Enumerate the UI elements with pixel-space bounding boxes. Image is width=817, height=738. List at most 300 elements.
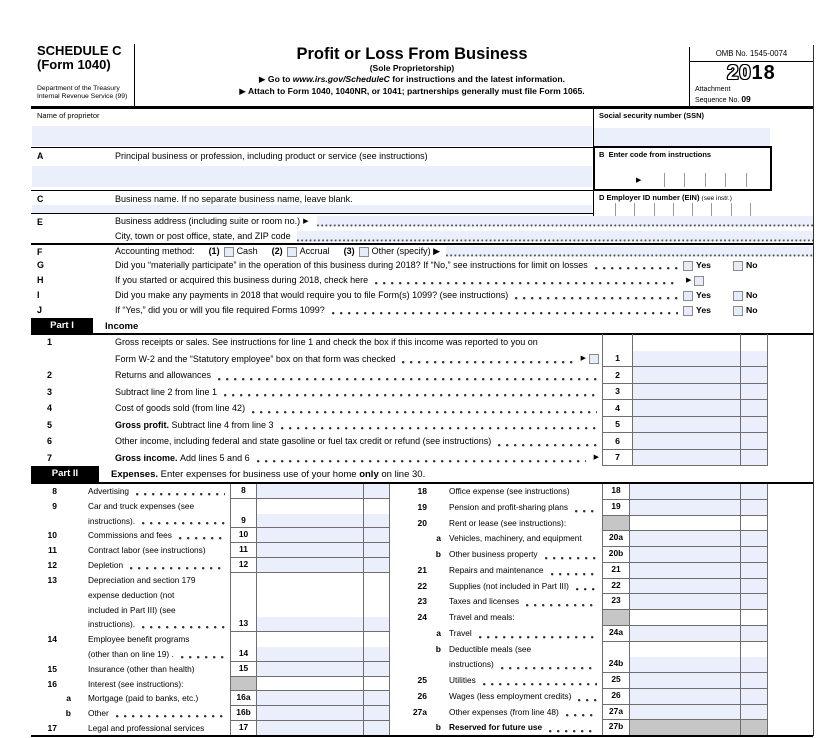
amount-cell (630, 563, 740, 579)
expense-right-row-25 (393, 673, 768, 689)
line-label: 8 (52, 486, 57, 496)
line-label: 23 (417, 596, 427, 607)
cents-cell (740, 610, 768, 626)
expense-label: Repairs and maintenance (449, 564, 544, 575)
dot-leader (252, 411, 597, 414)
line-label-col (393, 531, 441, 547)
part1-chip: Part I (31, 318, 93, 334)
cents-field-1[interactable] (741, 351, 767, 367)
year-outline: 20 (727, 62, 752, 84)
line-a-text: Principal business or profession, including product or service (see instructions) (115, 151, 428, 161)
cents-field-11[interactable] (364, 543, 389, 557)
line-label: b (435, 549, 441, 559)
statutory-employee-checkbox[interactable] (589, 354, 599, 364)
dot-leader (483, 683, 597, 686)
line-d-letter: D (599, 193, 605, 202)
expense-label: instructions). (88, 619, 136, 630)
yes-checkbox-G[interactable] (683, 261, 693, 271)
amount-cell (633, 400, 740, 417)
expense-right-row-18 (393, 484, 768, 500)
line-number-box-18: 18 (602, 484, 630, 500)
expense-label: Deductible meals (see (449, 643, 532, 654)
amount-field-25[interactable] (630, 673, 740, 688)
amount-cell (257, 543, 363, 558)
amount-cell (633, 417, 740, 434)
expense-label: Reserved for future use (449, 722, 543, 733)
expense-label: Pension and profit-sharing plans (449, 501, 568, 512)
expense-label: Travel and meals: (449, 612, 515, 622)
cents-cell (740, 334, 768, 367)
line-label: 16 (47, 678, 57, 689)
no-checkbox-J[interactable] (733, 306, 743, 316)
cents-field-2[interactable] (741, 367, 767, 383)
question-answer (683, 273, 783, 288)
cents-field-10[interactable] (364, 528, 389, 542)
expense-left-row-9 (31, 499, 390, 529)
line-f-letter: F (37, 247, 43, 257)
cents-cell (740, 705, 768, 721)
line-number-box-16 (230, 677, 257, 692)
expense-left-row-16 (31, 677, 390, 692)
line-number-box-20b: 20b (602, 547, 630, 563)
line-d-text: Employer ID number (EIN) (606, 193, 700, 202)
question-row-I (37, 288, 783, 303)
expense-label: Other business property (449, 549, 538, 559)
amount-field-24b[interactable] (630, 657, 740, 672)
cents-cell (363, 573, 390, 632)
expense-label: Car and truck expenses (see (88, 500, 195, 511)
line-label: 24 (417, 612, 427, 622)
line-label-col (393, 689, 427, 705)
arrow-icon: ▶ (303, 218, 309, 225)
question-text: If “Yes,” did you or will you file required Forms 1099? (115, 305, 325, 315)
cents-cell (363, 499, 390, 529)
part1-row-7: 7 Gross income. Add lines 5 and 6 ▶ 7 (31, 450, 768, 467)
accounting-checkbox-3[interactable] (359, 247, 369, 257)
dot-leader (116, 715, 225, 718)
cents-field-26[interactable] (741, 689, 767, 704)
expense-label: Depreciation and section 179 (88, 574, 196, 585)
page-subtitle: (Sole Proprietorship) (369, 63, 455, 73)
cents-field-24b[interactable] (741, 657, 767, 672)
amount-cell (630, 579, 740, 595)
line-label-col (393, 579, 427, 595)
b-code-cell[interactable] (644, 173, 663, 187)
dot-leader (578, 699, 597, 702)
line-label: 11 (48, 545, 57, 556)
line-number-box-15: 15 (230, 662, 257, 677)
amount-field-9[interactable] (257, 514, 363, 528)
dot-leader (257, 460, 586, 463)
part1-row-3: 3 Subtract line 2 from line 1 3 (31, 384, 768, 401)
no-checkbox-G[interactable] (733, 261, 743, 271)
line-label-col (393, 547, 441, 563)
city-state-zip-field[interactable] (297, 231, 813, 242)
amount-field-22[interactable] (630, 579, 740, 594)
expense-label: Travel (449, 627, 472, 638)
amount-cell (630, 594, 740, 610)
line-number: 3 (46, 386, 52, 397)
line-number-box-11: 11 (230, 543, 257, 558)
expense-label: Utilities (449, 675, 476, 685)
cents-field-13[interactable] (364, 617, 389, 631)
amount-field-23[interactable] (630, 594, 740, 609)
check-here-checkbox-H[interactable] (694, 276, 704, 286)
expense-label: Supplies (not included in Part III) (449, 580, 569, 591)
line-e-city-text: City, town or post office, state, and ZIP code (115, 231, 291, 241)
part1-rows (31, 334, 768, 466)
question-row-G (37, 258, 783, 273)
amount-cell (633, 433, 740, 450)
cents-field-23[interactable] (741, 594, 767, 609)
line-number-box-2: 2 (602, 367, 633, 384)
amount-field-14[interactable] (257, 647, 363, 661)
b-code-cell[interactable] (684, 173, 704, 187)
line-e-row1 (115, 215, 813, 228)
accounting-method-label: Accounting method: (115, 246, 195, 256)
ssn-field[interactable] (594, 128, 770, 146)
cents-field-7[interactable] (741, 450, 767, 466)
expense-right-row-22 (393, 579, 768, 595)
dot-leader (576, 588, 597, 591)
amount-cell (630, 484, 740, 500)
dept-line2: Internal Revenue Service (99) (37, 92, 128, 100)
expense-left-row-14 (31, 632, 390, 662)
cents-cell (740, 384, 768, 401)
line-e-text: Business address (including suite or room no.) (115, 216, 301, 226)
line-label-col (31, 484, 57, 499)
expense-label: instructions) (449, 659, 494, 670)
cents-field-5[interactable] (741, 417, 767, 433)
cents-cell (740, 594, 768, 610)
expense-right-row-19 (393, 500, 768, 516)
line-number-box-26: 26 (602, 689, 630, 705)
expense-label: Other expenses (from line 48) (449, 706, 559, 717)
line-number-box-27b: 27b (602, 720, 630, 736)
cents-field-3[interactable] (741, 384, 767, 400)
amount-field-24a[interactable] (630, 626, 740, 641)
expense-label: Office expense (see instructions) (449, 486, 570, 496)
cents-field-19[interactable] (741, 500, 767, 515)
yes-checkbox-J[interactable] (683, 306, 693, 316)
line-number: 5 (46, 419, 52, 430)
b-code-cell[interactable] (705, 173, 725, 187)
arrow-icon: ▶ (593, 453, 599, 461)
line-label-col (393, 626, 441, 642)
dot-leader (375, 282, 678, 285)
cents-field-16a[interactable] (364, 691, 389, 705)
dot-leader (479, 636, 597, 639)
line-label-col (393, 610, 427, 626)
cents-cell (740, 531, 768, 547)
part1-row-4: 4 Cost of goods sold (from line 42) 4 (31, 400, 768, 417)
expense-label: Employee benefit programs (88, 634, 190, 645)
cents-field-16b[interactable] (364, 706, 389, 720)
amount-cell (630, 531, 740, 547)
amount-field-16a[interactable] (257, 691, 363, 705)
tax-year (690, 63, 813, 84)
line-letter: H (37, 275, 44, 285)
cents-cell (740, 500, 768, 516)
no-checkbox-I[interactable] (733, 291, 743, 301)
line-number (31, 351, 52, 368)
amount-field-8[interactable] (257, 484, 363, 498)
expense-label: Vehicles, machinery, and equipment (449, 533, 582, 544)
line-number-box-10: 10 (230, 528, 257, 543)
amount-field-12[interactable] (257, 558, 363, 572)
cents-field-4[interactable] (741, 400, 767, 416)
bottom-rule (31, 735, 813, 738)
cents-cell (363, 691, 390, 706)
amount-cell (257, 499, 363, 529)
line-number-box-9: 9 (230, 499, 257, 529)
question-answer: Yes No (683, 288, 783, 303)
cents-field-21[interactable] (741, 563, 767, 578)
cents-field-20b[interactable] (741, 547, 767, 562)
b-code-cell[interactable] (725, 173, 745, 187)
accounting-option-3: (3) Other (specify) ▶ (343, 246, 441, 256)
amount-cell (630, 610, 740, 626)
dot-leader (551, 573, 597, 576)
dot-leader (142, 522, 225, 525)
cents-cell (363, 528, 390, 543)
amount-field-27a[interactable] (630, 705, 740, 720)
dot-leader (566, 714, 597, 717)
amount-field-17[interactable] (257, 721, 363, 735)
expense-right-row-20 (393, 516, 768, 532)
question-answer: Yes No (683, 303, 783, 318)
line-label-col (31, 543, 57, 558)
cents-cell (740, 450, 768, 467)
amount-cell (633, 367, 740, 384)
cents-cell (363, 706, 390, 721)
questions (37, 258, 783, 318)
expense-right-row-24 (393, 610, 768, 626)
business-name-field[interactable] (32, 205, 592, 213)
part1-title: Income (105, 320, 139, 332)
year-bold: 18 (751, 62, 776, 84)
amount-field-7[interactable] (633, 450, 740, 466)
line-number: 6 (46, 436, 52, 446)
line-label: 9 (52, 500, 57, 511)
dot-leader (130, 567, 225, 570)
goto-instructions-line (136, 73, 688, 85)
cents-cell (363, 558, 390, 573)
cents-field-22[interactable] (741, 579, 767, 594)
accounting-checkbox-1[interactable] (224, 247, 234, 257)
line-number-box-3: 3 (602, 384, 633, 401)
line-label-col (31, 632, 57, 662)
cents-field-17[interactable] (364, 721, 389, 735)
cents-field-18[interactable] (741, 484, 767, 499)
line-b-text: Enter code from instructions (608, 150, 712, 159)
amount-cell (257, 484, 363, 499)
line-label: 19 (417, 501, 427, 512)
other-method-field[interactable] (446, 246, 813, 257)
cents-field-12[interactable] (364, 558, 389, 572)
amount-cell (630, 500, 740, 516)
amount-cell (257, 558, 363, 573)
line-e-row2 (115, 230, 813, 243)
expense-label: Legal and professional services (88, 723, 205, 734)
attachment-block (695, 86, 813, 105)
expense-label: instructions). (88, 515, 136, 526)
cents-field-8[interactable] (364, 484, 389, 498)
question-text: If you started or acquired this business during 2018, check here (115, 275, 369, 285)
dot-leader (595, 267, 678, 270)
amount-field-20a[interactable] (630, 531, 740, 546)
line-label-col (393, 484, 427, 500)
amount-field-21[interactable] (630, 563, 740, 578)
amount-field-18[interactable] (630, 484, 740, 499)
attachment-label: Attachment (695, 86, 731, 93)
expense-right-row-23 (393, 594, 768, 610)
accounting-option-1: (1) Cash (208, 246, 258, 256)
part2-bar (31, 466, 813, 482)
expense-label: Advertising (88, 486, 130, 496)
expense-label: Wages (less employment credits) (449, 690, 572, 701)
amount-cell (630, 689, 740, 705)
arrow-icon: ▶ (580, 354, 586, 362)
b-code-cell[interactable] (746, 173, 766, 187)
amount-cell (633, 450, 740, 467)
dot-leader (549, 730, 597, 733)
expense-label: Mortgage (paid to banks, etc.) (88, 693, 199, 704)
line-number: 4 (46, 403, 52, 413)
row-divider (31, 147, 593, 148)
amount-field-15[interactable] (257, 662, 363, 676)
line-number-box-17: 17 (230, 721, 257, 736)
cents-cell (740, 400, 768, 417)
cents-cell (740, 642, 768, 674)
line-label-col (393, 563, 427, 579)
expense-right-row-20b (393, 547, 768, 563)
header-rule (31, 106, 813, 109)
expense-label: included in Part III) (see (88, 604, 176, 615)
line-label-col (31, 558, 57, 573)
expense-label: (other than on line 19) . (88, 649, 174, 659)
dept-line1: Department of the Treasury (37, 85, 120, 92)
b-code-cell[interactable] (664, 173, 684, 187)
expense-label: expense deduction (not (88, 589, 175, 600)
line-number-box-27a: 27a (602, 705, 630, 721)
line-label: 21 (417, 564, 427, 575)
line-number-box-12: 12 (230, 558, 257, 573)
question-row-J (37, 303, 783, 318)
accounting-checkbox-2[interactable] (287, 247, 297, 257)
amount-cell (257, 632, 363, 662)
cents-cell (363, 543, 390, 558)
line-d-note: (see instr.) (701, 195, 732, 202)
proprietor-name-field[interactable] (32, 126, 592, 146)
line-number-box-4: 4 (602, 400, 633, 417)
ein-divider (593, 191, 594, 218)
question-answer: Yes No (683, 258, 783, 273)
cents-cell (740, 367, 768, 384)
part2-title: Expenses. Enter expenses for business use of your home only on line 30. (111, 468, 426, 480)
amount-field-4[interactable] (633, 400, 740, 416)
cents-cell (740, 516, 768, 532)
dot-leader (218, 378, 597, 381)
line-b-letter: B (599, 150, 605, 159)
amount-field-16b[interactable] (257, 706, 363, 720)
line-label: 20 (417, 517, 427, 528)
line-label: 13 (47, 574, 57, 585)
dot-leader (281, 427, 597, 430)
amount-field-5[interactable] (633, 417, 740, 433)
line-label-col (31, 528, 57, 543)
line-number-box-25: 25 (602, 673, 630, 689)
line-number-box-6: 6 (602, 433, 633, 450)
amount-field-1[interactable] (633, 351, 740, 367)
expense-label: Insurance (other than health) (88, 663, 195, 674)
cents-field-9[interactable] (364, 514, 389, 528)
proprietor-name-label: Name of proprietor (37, 111, 100, 120)
expense-right-row-27a (393, 705, 768, 721)
attach-instructions-line: ▶ Attach to Form 1040, 1040NR, or 1041; partnerships generally must file Form 1065. (239, 86, 585, 96)
amount-field-19[interactable] (630, 500, 740, 515)
cents-field-25[interactable] (741, 673, 767, 688)
line-label: 18 (417, 486, 427, 496)
irs-url: www.irs.gov/ScheduleC (292, 74, 390, 84)
business-code-box (593, 146, 772, 191)
line-label: a (436, 533, 441, 544)
cents-cell (740, 547, 768, 563)
cents-field-6[interactable] (741, 433, 767, 449)
dot-leader (501, 667, 597, 670)
part1-row-5: 5 Gross profit. Subtract line 4 from line 3 5 (31, 417, 768, 434)
amount-cell (257, 677, 363, 692)
amount-field-11[interactable] (257, 543, 363, 557)
yes-checkbox-I[interactable] (683, 291, 693, 301)
expense-label: Interest (see instructions): (88, 678, 184, 689)
amount-field-10[interactable] (257, 528, 363, 542)
principal-business-field[interactable] (32, 166, 592, 187)
dot-leader (136, 493, 225, 496)
line-letter: G (37, 260, 45, 270)
row-divider (31, 213, 593, 214)
amount-field-3[interactable] (633, 384, 740, 400)
amount-field-6[interactable] (633, 433, 740, 449)
business-address-field[interactable] (317, 216, 813, 227)
expense-left-row-8 (31, 484, 390, 499)
line-number-box-24 (602, 610, 630, 626)
expense-left-row-11 (31, 543, 390, 558)
amount-field-26[interactable] (630, 689, 740, 704)
line-label-col (393, 500, 427, 516)
cents-field-27a[interactable] (741, 705, 767, 720)
line-b-label (599, 150, 770, 159)
cents-field-24a[interactable] (741, 626, 767, 641)
line-number-box-20 (602, 516, 630, 532)
amount-field-2[interactable] (633, 367, 740, 383)
cents-field-14[interactable] (364, 647, 389, 661)
dot-leader (402, 361, 572, 364)
cents-field-15[interactable] (364, 662, 389, 676)
arrow-icon: ▶ (636, 177, 642, 184)
expense-left-row-16a (31, 691, 390, 706)
line-label-col (393, 673, 427, 689)
amount-field-20b[interactable] (630, 547, 740, 562)
cents-field-20a[interactable] (741, 531, 767, 546)
cents-cell (740, 579, 768, 595)
line-letter: I (37, 290, 40, 300)
accounting-option-label: Accrual (299, 246, 330, 256)
cents-cell (363, 484, 390, 499)
amount-field-13[interactable] (257, 617, 363, 631)
cents-cell (740, 689, 768, 705)
expense-left-row-13 (31, 573, 390, 632)
